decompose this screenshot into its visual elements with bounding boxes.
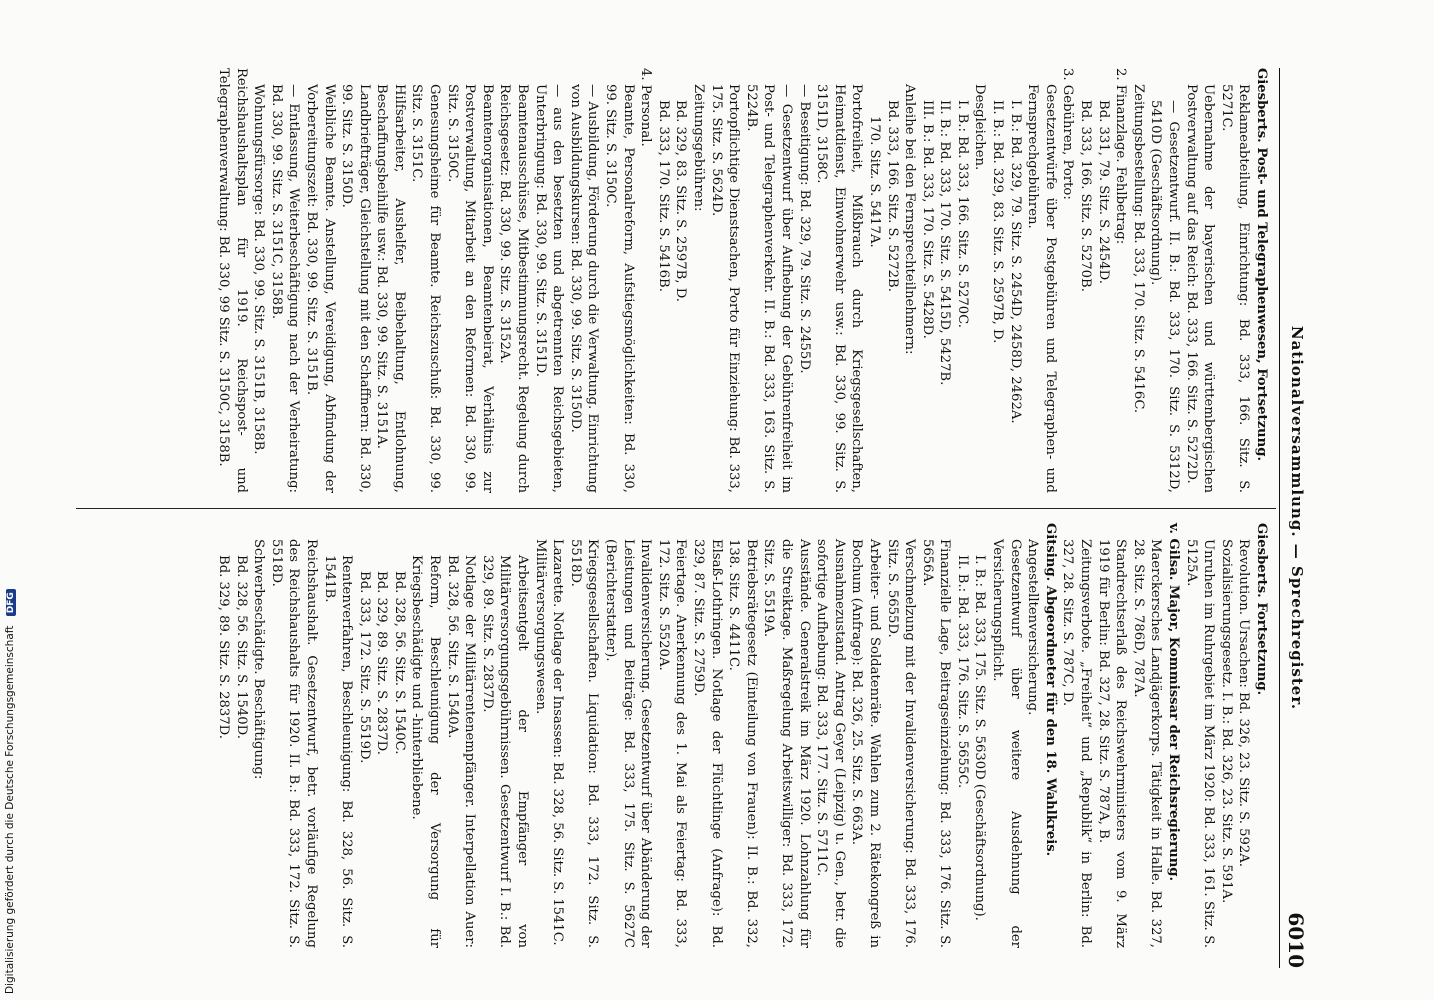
register-entry: Bd. 333, 170. Sitz. S. 5416B. — [655, 100, 671, 292]
register-entry: Hilfsarbeiter, Aushelfer, Beibehaltung, Entlohnung, Beschaffungsbeihilfe usw.: Bd. 330, 99. Sitz. S. 3151A. — [374, 84, 407, 493]
column-divider — [76, 508, 1276, 509]
register-entry: — Ausbildung, Förderung durch die Verwaltung. Einrichtung von Ausbildungskursen: Bd. 330, 99. Sitz. S. 3150D. — [567, 84, 601, 493]
register-entry: Gesetzentwurf über weitere Ausdehnung der Versicherungspflicht. — [990, 539, 1023, 948]
register-entry: Unruhen im Ruhrgebiet im März 1920: Bd. 333, 161. Sitz. S. 5125A. — [1183, 539, 1217, 948]
register-entry: Ausnahmezustand. Antrag Geyer (Leipzig) u. Gen., betr. die sofortige Aufhebung: Bd. 333, 177. Sitz. S. 5711C. — [814, 539, 847, 948]
register-entry: Maerckersches Landjägerkorps. Tätigkeit in Halle. Bd. 327, 28. Sitz. S. 786D, 787A. — [1130, 539, 1164, 948]
dfg-logo: DFG — [6, 589, 16, 616]
register-entry: Standrechtserlaß des Reichswehrministers vom 9. März 1919 für Berlin: Bd. 327, 28. Sitz. S. 787A, B. — [1095, 539, 1129, 948]
register-entry: Sozialisierungsgesetz. I. B.: Bd. 326, 23. Sitz. S. 591A. — [1218, 539, 1234, 904]
register-entry: Bd. 333, 166. Sitz. S. 5272B. — [884, 100, 900, 292]
register-entry: Bd. 329, 89. Sitz. S. 2837D. — [215, 555, 231, 739]
register-entry: II. B.: Bd. 329, 83. Sitz. S. 2597B, D. — [990, 100, 1006, 344]
register-entry: Bd. 328, 56. Sitz. S. 1540D. — [233, 555, 249, 739]
register-entry: I. B.: Bd. 333, 166. Sitz. S. 5270C. — [954, 100, 970, 328]
register-entry: Revolution. Ursachen: Bd. 326, 23. Sitz. S. 592A. — [1236, 539, 1252, 867]
register-entry: Verschmelzung mit der Invalidenversicherung: Bd. 333, 176. Sitz. S. 5655D. — [884, 539, 918, 948]
register-entry: Angestelltenversicherung. — [1025, 539, 1041, 716]
register-entry: Zeitungsbestellung: Bd. 333, 170. Sitz. S. 5416C. — [1130, 84, 1146, 414]
funding-note — [4, 589, 16, 994]
register-entry: Weibliche Beamte. Anstellung, Vereidigung, Abfindung der Vorbereitungszeit: Bd. 330, 99. Sitz. S. 3151B. — [303, 84, 337, 493]
register-entry: Bd. 331, 79. Sitz. S. 2454D. — [1095, 100, 1111, 284]
register-entry: III. B.: Bd. 333, 170. Sitz. S. 5428D. — [919, 100, 935, 339]
register-entry: Portofreiheit, Mißbrauch durch Kriegsgesellschaften, Heimatdienst, Einwohnerwehr usw.: Bd. 330, 99. Sitz. S. 3151D, 3158C. — [814, 84, 865, 493]
register-entry: I. B.: Bd. 329, 79. Sitz. S. 2454D, 2458D, 2462A. — [1007, 100, 1023, 424]
register-entry: Desgleichen. — [972, 84, 988, 171]
register-entry: Schwerbeschädigte. Beschäftigung: — [251, 539, 267, 780]
register-entry: Finanzielle Lage, Beitragseinziehung: Bd. 333, 176. Sitz. S. 5656A. — [919, 539, 953, 948]
register-entry: Zeitungsgebühren: — [691, 84, 706, 212]
register-entry: Anleihe bei den Fernsprechteilnehmern: — [902, 84, 918, 355]
register-entry: Ausstände. Generalstreik im März 1920. Lohnzahlung für die Streiktage. Maßregelung Arbeitswilliger: Bd. 333, 172. Sitz. S. 5519A. — [761, 539, 812, 948]
register-entry: 4. Personal. — [638, 68, 654, 147]
register-entry: II. B.: Bd. 333, 170. Sitz. S. 5415D, 5427B. — [937, 100, 953, 386]
register-entry: Lazarette. Notlage der Insassen: Bd. 328, 56. Sitz. S. 1541C. — [550, 539, 566, 946]
register-entry: Betriebsrätegesetz (Einteilung von Frauen): II. B.: Bd. 332, 138. Sitz. S. 4411C. — [726, 539, 759, 948]
register-entry: II. B.: Bd. 333, 176. Sitz. S. 5655C. — [954, 555, 970, 789]
register-entry: Giesberts. Fortsetzung. — [1254, 523, 1269, 696]
left-column — [214, 68, 1270, 493]
register-entry: Zeitungsverbote. „Freiheit“ und „Republik“ in Berlin: Bd. 327, 28. Sitz. S. 787C, D. — [1060, 539, 1094, 948]
register-entry: Portopflichtige Dienstsachen, Porto für Einziehung: Bd. 333, 175. Sitz. S. 5624D. — [708, 84, 742, 493]
page-header — [1279, 68, 1310, 968]
register-entry: — Gesetzentwurf. II. B.: Bd. 333, 170. Sitz. S. 5312D, 5410D (Geschäftsordnung). — [1148, 100, 1182, 493]
register-entry: 170. Sitz. S. 5417A. — [866, 116, 882, 248]
register-entry: 2. Finanzlage. Fehlbetrag: — [1113, 68, 1129, 245]
register-entry: Bd. 329, 83. Sitz. S. 2597B, D. — [673, 100, 689, 302]
register-entry: Giesberts. Post- und Telegraphenwesen, Fortsetzung. — [1254, 68, 1269, 462]
register-page — [70, 68, 1310, 968]
register-entry: v. Gilsa. Major, Kommissar der Reichsregierung. — [1166, 523, 1182, 882]
register-entry: Beamtenausschüsse, Mitbestimmungsrecht. Regelung durch Reichsgesetz: Bd. 330, 99. Sitz. S. 3152A. — [497, 84, 531, 493]
register-entry: I. B.: Bd. 333, 175. Sitz. S. 5630D (Geschäftsordnung). — [972, 555, 988, 921]
register-entry: Bd. 328, 56. Sitz. S. 1540C. — [391, 571, 407, 755]
register-entry: Beamtenorganisationen, Beamtenbeirat, Verhältnis zur Postverwaltung, Mitarbeit an den Reformen: Bd. 330, 99. Sitz. S. 3150C. — [444, 84, 495, 493]
register-entry: Reklameabteilung, Einrichtung: Bd. 333, 166. Sitz. S. 5271C. — [1218, 84, 1252, 493]
register-entry: — Beseitigung: Bd. 329, 79. Sitz. S. 2455D. — [796, 84, 812, 374]
register-entry: Arbeiter- und Soldatenräte. Wahlen zum 2. Rätekongreß in Bochum (Anfrage): Bd. 326, 25. Sitz. S. 663A. — [849, 539, 882, 948]
register-entry: Uebernahme der bayerischen und württembergischen Postverwaltung auf das Reich: Bd. 333, 166. Sitz. S. 5272D. — [1183, 84, 1217, 493]
register-entry: Feiertage. Anerkennung des 1. Mai als Feiertag: Bd. 333, 172. Sitz. S. 5520A. — [655, 539, 689, 948]
register-entry: Notlage der Militärrentenempfänger. Interpellation Auer: Bd. 328, 56. Sitz. S. 1540A. — [444, 555, 478, 948]
register-entry: Bd. 333, 172. Sitz. S. 5519D. — [356, 571, 372, 764]
running-head: Nationalversammlung. — Sprechregister. — [1288, 325, 1306, 711]
register-entry: Landbriefträger, Gleichstellung mit den Schaffnern: Bd. 330, 99. Sitz. S. 3150D. — [339, 84, 372, 493]
register-entry: Rentenverfahren, Beschleunigung: Bd. 328, 56. Sitz. S. 1541B. — [321, 555, 355, 948]
page-number: 6010 — [1284, 912, 1308, 968]
right-column — [214, 523, 1270, 948]
register-entry: Bd. 333, 166. Sitz. S. 5270B. — [1078, 100, 1094, 292]
register-entry: Elsaß-Lothringen. Notlage der Flüchtlinge (Anfrage): Bd. 329, 87. Sitz. S. 2759D. — [691, 539, 724, 948]
register-entry: Arbeitsentgelt der Empfänger von Militärversorgungsgebührnissen. Gesetzentwurf I. B.: Bd. 329, 89. Sitz. S. 2837D. — [479, 555, 531, 948]
register-entry: Invalidenversicherung. Gesetzentwurf über Abänderung der Leistungen und Beiträge: Bd. 333, 175. Sitz. S. 5627C (Berichterstatter). — [603, 539, 654, 948]
register-entry: Reichshaushalt. Gesetzentwurf, betr. vorläufige Regelung des Reichshaushalts für 1920. II. B.: Bd. 333, 172. Sitz. S. 5518D. — [268, 539, 319, 948]
funding-note-text: Digitalisierung gefördert durch die Deutsche Forschungsgemeinschaft — [4, 625, 16, 994]
register-entry: Beamte, Personalreform, Aufstiegsmöglichkeiten: Bd. 330, 99. Sitz. S. 3150C. — [603, 84, 636, 493]
register-entry: — Gesetzentwurf über Aufhebung der Gebührenfreiheit im Post- und Telegraphenverkehr. II. B.: Bd. 333, 163. Sitz. S. 5224B. — [743, 84, 794, 493]
register-entry: Militärversorgungswesen. — [532, 539, 548, 715]
register-entry: Reichshaushaltsplan für 1919. Reichspost- und Telegraphenverwaltung: Bd. 330, 99 Sitz. S. 3150C, 3158B. — [215, 68, 249, 493]
register-entry: — Entlassung, Weiterbeschäftigung nach der Verheiratung: Bd. 330, 99. Sitz. S. 3151C, 3158B. — [268, 84, 302, 493]
register-entry: Gesetzentwürfe über Postgebühren und Telegraphen- und Fernsprechgebühren. — [1025, 84, 1058, 493]
register-entry: Reform, Beschleunigung der Versorgung für Kriegsbeschädigte und -hinterbliebene. — [409, 555, 443, 948]
register-entry: Wohnungsfürsorge: Bd. 330, 99. Sitz. S. 3151B, 3158B. — [251, 84, 267, 455]
register-entry: Bd. 329, 89. Sitz. S. 2837D. — [374, 571, 390, 755]
register-entry: Kriegsgesellschaften. Liquidation: Bd. 333, 172. Sitz. S. 5518D. — [567, 539, 601, 948]
register-entry: — aus den besetzten und abgetrennten Reichsgebieten, Unterbringung: Bd. 330, 99. Sitz. S. 3151D. — [532, 84, 566, 493]
register-entry: Genesungsheime für Beamte. Reichszuschuß: Bd. 330, 99. Sitz. S. 3151C. — [409, 84, 443, 493]
register-entry: 3. Gebühren, Porto: — [1060, 68, 1076, 200]
register-entry: Gitsing. Abgeordneter für den 18. Wahlkreis. — [1042, 523, 1058, 857]
